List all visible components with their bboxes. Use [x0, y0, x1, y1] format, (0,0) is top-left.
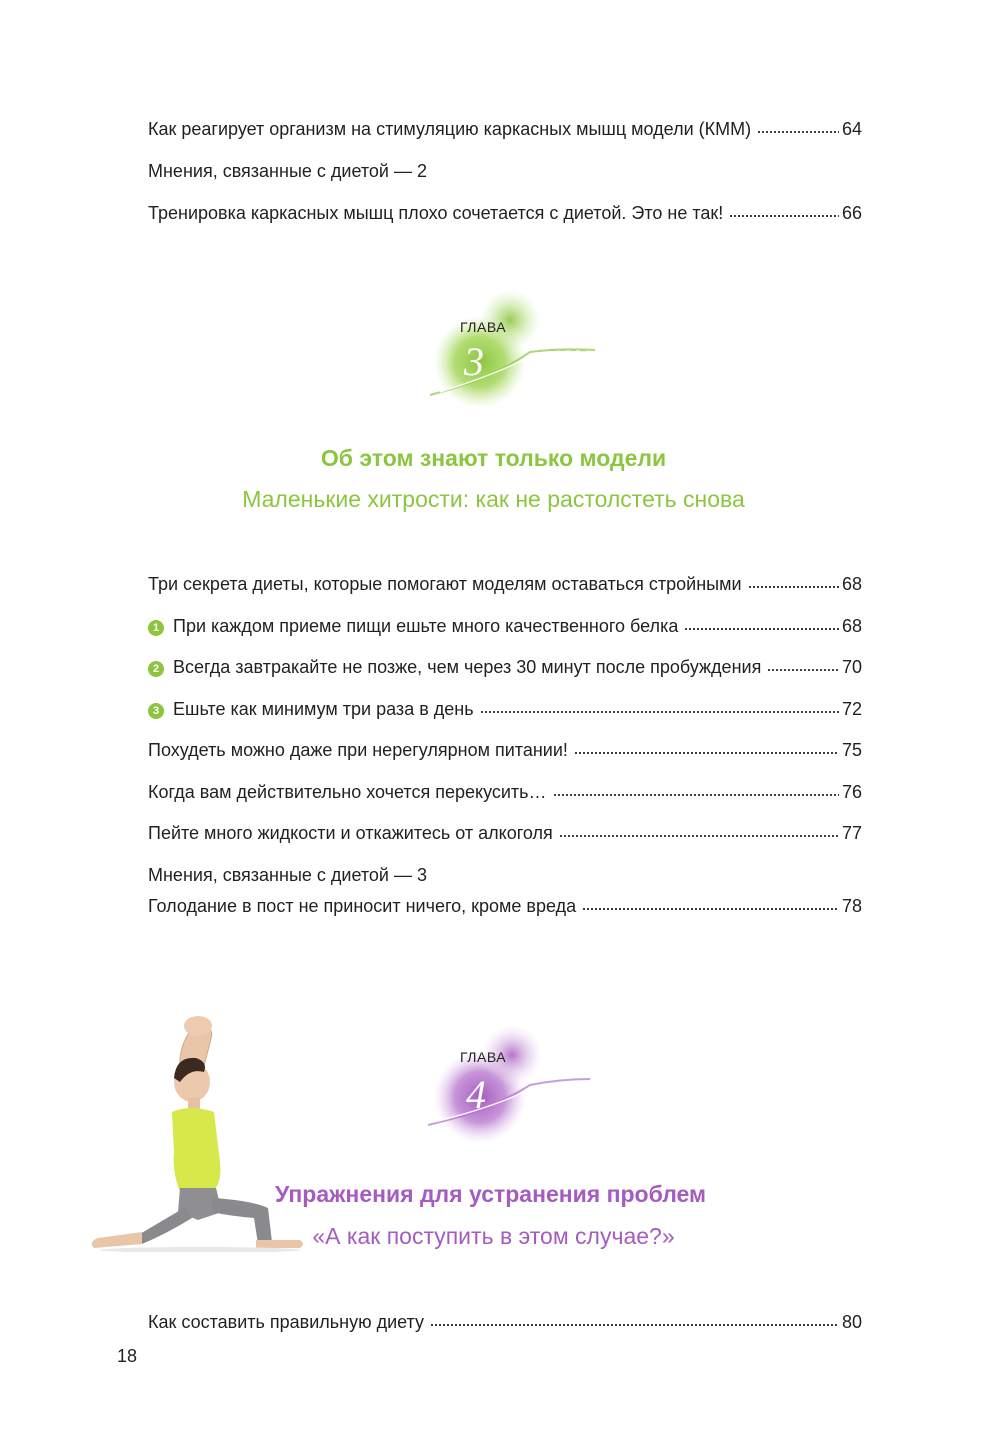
- toc-entry-page: 76: [841, 781, 862, 802]
- toc-entry-text: Голодание в пост не приносит ничего, кроме вреда: [148, 895, 577, 916]
- chapter-number: 4: [466, 1072, 486, 1117]
- toc-entry[interactable]: [148, 781, 862, 803]
- leader-dots: [767, 668, 839, 672]
- toc-entry-text: [148, 698, 474, 720]
- toc-entry-page: 75: [841, 740, 862, 760]
- leader-dots: [553, 793, 839, 797]
- toc-entry-page: 68: [841, 615, 862, 636]
- toc-entry[interactable]: [148, 160, 862, 182]
- chapter-label: ГЛАВА: [460, 1049, 507, 1065]
- chapter-number: 3: [464, 339, 484, 384]
- toc-entry-text: Когда вам действительно хочется перекусить…: [148, 781, 547, 802]
- leader-dots: [757, 130, 839, 134]
- toc-entry-page: 68: [841, 574, 862, 594]
- leader-dots: [559, 834, 839, 838]
- toc-entry-text: Мнения, связанные с диетой — 3: [148, 864, 427, 885]
- toc-entry-page: 72: [841, 698, 862, 719]
- purple-glow-swoosh-icon: [400, 1015, 600, 1150]
- toc-entry[interactable]: [148, 656, 862, 678]
- chapter-3-subtitle: Маленькие хитрости: как не растолстеть снова: [242, 486, 745, 512]
- toc-entry[interactable]: [148, 202, 862, 224]
- toc-entry-text: Тренировка каркасных мышц плохо сочетается с диетой. Это не так!: [148, 203, 724, 223]
- leader-dots: [582, 907, 839, 911]
- toc-entry-label: Ешьте как минимум три раза в день: [173, 698, 474, 719]
- chapter-3-title: Об этом знают только модели: [320, 445, 667, 471]
- toc-entry[interactable]: [148, 118, 862, 140]
- chapter-4-title: Упражнения для устранения проблем: [274, 1181, 707, 1207]
- toc-entry-text: Мнения, связанные с диетой — 2: [148, 161, 427, 181]
- toc-entry-page: 70: [841, 657, 862, 677]
- chapter-4-emblem: [400, 1015, 600, 1150]
- leader-dots: [574, 751, 839, 755]
- toc-entry[interactable]: [148, 739, 862, 761]
- number-badge-icon: 1: [148, 620, 164, 636]
- toc-entry-text: [148, 656, 761, 678]
- woman-lunge-illustration: [80, 1012, 310, 1252]
- toc-entry-label: При каждом приеме пищи ешьте много качественного белка: [173, 615, 679, 636]
- toc-entry-page: 78: [841, 895, 862, 916]
- toc-entry-text: Три секрета диеты, которые помогают моделям оставаться стройными: [148, 574, 742, 594]
- toc-entry-text: [148, 615, 678, 637]
- toc-entry-page: 66: [841, 203, 862, 223]
- page-number: 18: [117, 1346, 138, 1366]
- chapter-3-emblem: [400, 280, 600, 420]
- toc-entry[interactable]: [148, 864, 862, 886]
- toc-entry-page: 80: [841, 1312, 862, 1332]
- toc-entry-label: Всегда завтракайте не позже, чем через 30 минут после пробуждения: [173, 657, 762, 677]
- toc-entry-page: 64: [841, 119, 862, 139]
- leader-dots: [748, 585, 839, 589]
- chapter-4-subtitle: «А как поступить в этом случае?»: [312, 1223, 675, 1249]
- toc-entry-text: Пейте много жидкости и откажитесь от алкоголя: [148, 823, 553, 843]
- toc-entry-text: Как составить правильную диету: [148, 1312, 425, 1332]
- toc-entry[interactable]: [148, 615, 862, 637]
- leader-dots: [729, 214, 839, 218]
- number-badge-icon: 2: [148, 661, 164, 677]
- green-glow-swoosh-icon: [400, 280, 600, 420]
- toc-chapter-4: [148, 1311, 862, 1333]
- leader-dots: [480, 710, 839, 714]
- toc-entry-text: Как реагирует организм на стимуляцию каркасных мышц модели (КММ): [148, 119, 752, 139]
- toc-entry-page: 77: [841, 823, 862, 843]
- leader-dots: [430, 1323, 839, 1327]
- toc-entry[interactable]: [148, 895, 862, 917]
- toc-top: [148, 118, 862, 224]
- toc-entry[interactable]: [148, 573, 862, 595]
- toc-entry[interactable]: [148, 1311, 862, 1333]
- toc-entry-text: Похудеть можно даже при нерегулярном питании!: [148, 740, 568, 760]
- leader-dots: [684, 627, 839, 631]
- chapter-label: ГЛАВА: [460, 319, 507, 335]
- toc-entry[interactable]: [148, 822, 862, 844]
- toc-entry[interactable]: [148, 698, 862, 720]
- number-badge-icon: 3: [148, 703, 164, 719]
- toc-chapter-3: [148, 573, 862, 917]
